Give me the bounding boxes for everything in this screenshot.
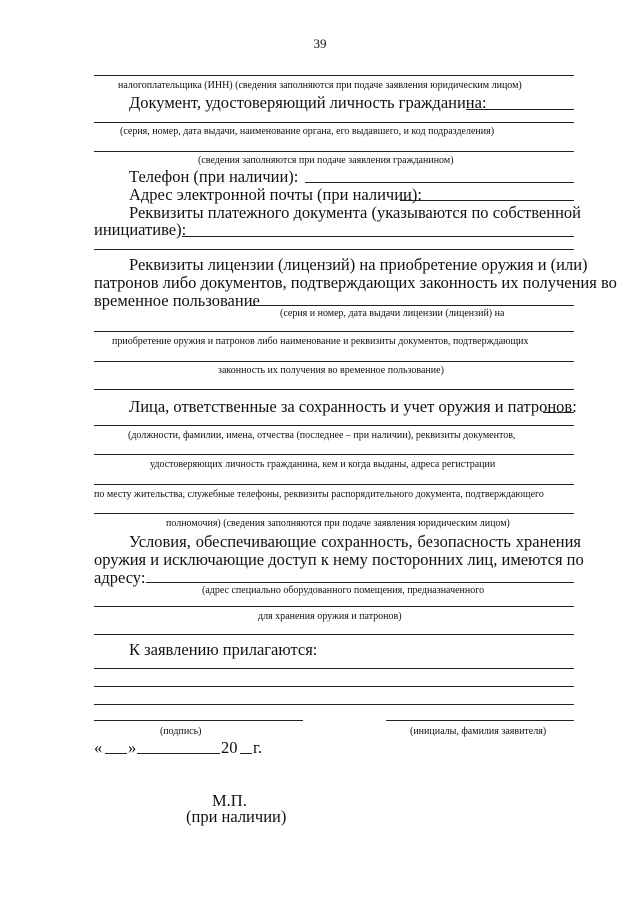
label-phone: Телефон (при наличии):: [129, 167, 299, 186]
fill-line: [146, 582, 574, 583]
caption-inn: налогоплательщика (ИНН) (сведения заполняются при подаче заявления юридическим лицом): [118, 80, 522, 91]
fill-line: [182, 236, 574, 237]
fill-line: [305, 182, 574, 183]
signature-line: [94, 720, 303, 721]
caption-identity-registration: удостоверяющих личность гражданина, кем и когда выданы, адреса регистрации: [150, 459, 496, 470]
fill-line: [94, 151, 574, 152]
date-month-line: [137, 753, 220, 754]
fill-line: [94, 634, 574, 635]
fill-line: [94, 249, 574, 250]
name-line: [386, 720, 574, 721]
label-storage-conditions-cont: оружия и исключающие доступ к нему посторонних лиц, имеются по: [94, 550, 584, 569]
fill-line: [94, 331, 574, 332]
fill-line: [94, 686, 574, 687]
label-license-details: Реквизиты лицензии (лицензий) на приобретение оружия и (или): [129, 255, 588, 274]
date-close-quote: »: [128, 738, 137, 757]
caption-storage-purpose: для хранения оружия и патронов): [258, 611, 402, 622]
fill-line: [94, 484, 574, 485]
label-address: адресу:: [94, 568, 146, 587]
caption-authority: полномочия) (сведения заполняются при подаче заявления юридическим лицом): [166, 518, 510, 529]
label-attachments: К заявлению прилагаются:: [129, 640, 318, 659]
caption-license-purchase: приобретение оружия и патронов либо наименование и реквизиты документов, подтверждающих: [112, 336, 529, 347]
fill-line: [543, 412, 574, 413]
fill-line: [94, 425, 574, 426]
date-year-prefix: 20: [221, 738, 238, 757]
label-identity-document: Документ, удостоверяющий личность гражданина:: [129, 93, 487, 112]
label-email: Адрес электронной почты (при наличии):: [129, 185, 422, 204]
caption-document-details: (серия, номер, дата выдачи, наименование органа, его выдавшего, и код подразделения): [120, 126, 495, 137]
stamp-note: (при наличии): [186, 807, 287, 826]
caption-citizen-info: (сведения заполняются при подаче заявления гражданином): [198, 155, 454, 166]
fill-line: [94, 361, 574, 362]
caption-applicant-name: (инициалы, фамилия заявителя): [410, 726, 547, 737]
caption-positions-names: (должности, фамилии, имена, отчества (последнее – при наличии), реквизиты документов,: [128, 430, 516, 441]
fill-line: [94, 668, 574, 669]
label-payment-document: Реквизиты платежного документа (указываются по собственной: [129, 203, 581, 222]
fill-line: [94, 606, 574, 607]
fill-line: [94, 454, 574, 455]
caption-residence-phones: по месту жительства, служебные телефоны, реквизиты распорядительного документа, подтверждающего: [94, 489, 544, 500]
fill-line: [94, 704, 574, 705]
label-responsible-persons: Лица, ответственные за сохранность и учет оружия и патронов:: [129, 397, 577, 416]
page-number: 39: [313, 36, 327, 51]
caption-signature: (подпись): [160, 726, 202, 737]
fill-line: [94, 513, 574, 514]
fill-line: [94, 389, 574, 390]
date-open-quote: «: [94, 738, 103, 757]
caption-legality: законность их получения во временное пользование): [218, 365, 444, 376]
fill-line: [466, 109, 574, 110]
label-initiative: инициативе):: [94, 220, 187, 239]
fill-line: [94, 122, 574, 123]
label-storage-conditions: Условия, обеспечивающие сохранность, безопасность хранения: [129, 532, 581, 551]
fill-line: [249, 305, 574, 306]
fill-line: [94, 75, 574, 76]
label-temporary-use: временное пользование: [94, 291, 260, 310]
fill-line: [400, 200, 574, 201]
caption-premises: (адрес специально оборудованного помещения, предназначенного: [202, 585, 485, 596]
stamp-label: М.П.: [212, 791, 247, 810]
date-year-line: [240, 753, 252, 754]
date-day-line: [105, 753, 127, 754]
label-license-details-cont: патронов либо документов, подтверждающих законность их получения во: [94, 273, 617, 292]
date-year-suffix: г.: [253, 738, 263, 757]
caption-license-series: (серия и номер, дата выдачи лицензии (лицензий) на: [280, 308, 505, 319]
